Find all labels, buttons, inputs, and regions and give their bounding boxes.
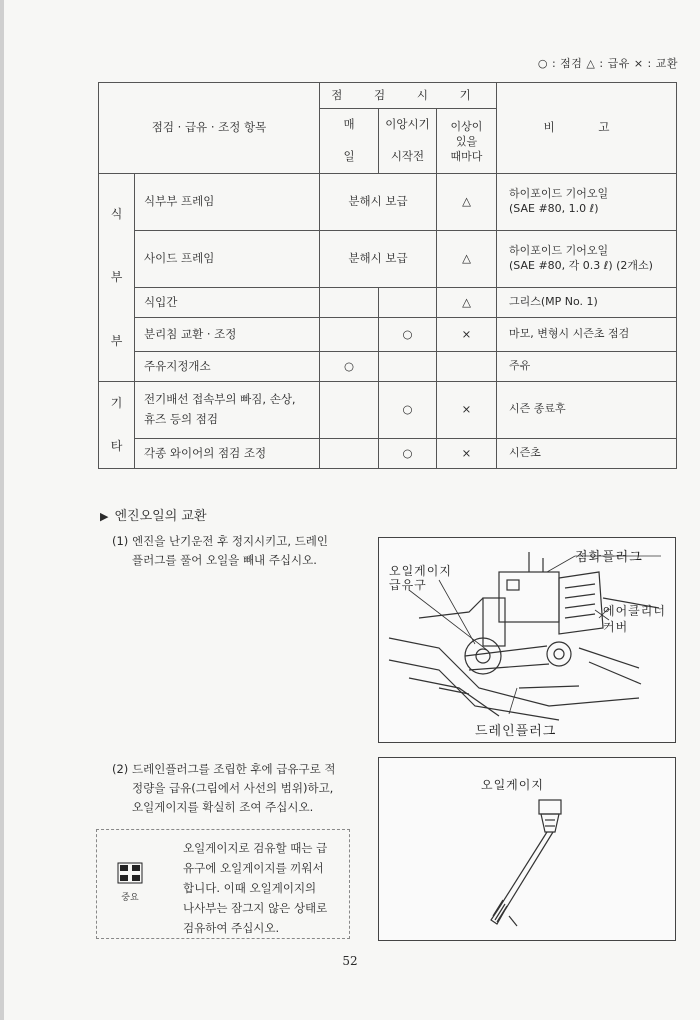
air-cleaner-cover-label: 커버: [603, 620, 629, 634]
table-row-daily: [320, 382, 379, 439]
table-row-abnormal: △: [437, 231, 497, 288]
table-row-abnormal: △: [437, 288, 497, 318]
table-row-daily: ○: [320, 352, 379, 382]
page-edge: [0, 0, 4, 1020]
header-daily: 매 일: [320, 109, 379, 174]
step-1: (1) 엔진을 난기운전 후 정지시키고, 드레인 플러그를 풀어 오일을 빼내 주십시오.: [112, 534, 329, 567]
header-abnormal: 이상이 있을 때마다: [437, 109, 497, 174]
table-row-before: ○: [379, 438, 437, 468]
table-row-abnormal: ×: [437, 318, 497, 352]
oil-filler-label: 급유구: [389, 578, 427, 592]
header-timing: 점 검 시 기: [320, 83, 497, 109]
table-row-daily: [320, 318, 379, 352]
table-row-note: 마모, 변형시 시즌초 점검: [497, 318, 677, 352]
warning-block-icon: [117, 862, 143, 884]
table-row-item: 주유지정개소: [135, 352, 320, 382]
table-row-abnormal: ×: [437, 438, 497, 468]
table-row-note: 하이포이드 기어오일 (SAE #80, 1.0 ℓ): [497, 174, 677, 231]
triangle-bullet-icon: ▶: [100, 510, 109, 523]
table-row-item: 각종 와이어의 점검 조정: [135, 438, 320, 468]
section-title: ▶ 엔진오일의 교환: [100, 509, 207, 524]
table-row-note: 주유: [497, 352, 677, 382]
table-row-item: 사이드 프레임: [135, 231, 320, 288]
table-row-daily: [320, 438, 379, 468]
header-item: 점검 · 급유 · 조정 항목: [99, 83, 320, 174]
engine-figure: [378, 537, 676, 743]
important-icon: 중요: [115, 862, 145, 903]
header-before-work: 이앙시기 시작전: [379, 109, 437, 174]
table-row-item: 식입간: [135, 288, 320, 318]
table-row-abnormal: ×: [437, 382, 497, 439]
table-row-item: 전기배선 접속부의 빠짐, 손상, 휴즈 등의 점검: [135, 382, 320, 439]
oil-gauge-title: 오일게이지: [481, 778, 544, 792]
step-2: (2) 드레인플러그를 조립한 후에 급유구로 적 정량을 급유(그림에서 사선의 범위)하고, 오일게이지를 확실히 조여 주십시오.: [112, 762, 336, 814]
table-row-daily: [320, 288, 379, 318]
table-row-before: ○: [379, 318, 437, 352]
symbol-legend: ○ : 점검 △ : 급유 × : 교환: [537, 57, 678, 70]
table-row-abnormal: [437, 352, 497, 382]
important-note-text: 오일게이지로 검유할 때는 급 유구에 오일게이지를 끼워서 합니다. 이때 오일게이지의 나사부는 잠그지 않은 상태로 검유하여 주십시오.: [183, 841, 328, 935]
table-row-note: 그리스(MP No. 1): [497, 288, 677, 318]
header-remarks: 비 고: [497, 83, 677, 174]
spark-plug-label: 점화플러그: [575, 550, 643, 565]
group-planting: 식 부 부: [99, 174, 135, 382]
drain-plug-label: 드레인플러그: [475, 724, 557, 739]
important-note: [96, 829, 350, 939]
table-row-note: 시즌 종료후: [497, 382, 677, 439]
table-row-abnormal: △: [437, 174, 497, 231]
table-row-timing: 분해시 보급: [320, 231, 437, 288]
maintenance-table: [98, 82, 677, 469]
page-number: 52: [342, 954, 358, 968]
table-row-item: 분리침 교환 · 조정: [135, 318, 320, 352]
oil-gauge-figure: [378, 757, 676, 941]
table-row-timing: 분해시 보급: [320, 174, 437, 231]
air-cleaner-label: 에어클리너: [603, 604, 666, 618]
table-row-item: 식부부 프레임: [135, 174, 320, 231]
table-row-before: [379, 352, 437, 382]
table-row-before: [379, 288, 437, 318]
oil-gauge-label: 오일게이지: [389, 564, 452, 578]
table-row-before: ○: [379, 382, 437, 439]
table-row-note: 시즌초: [497, 438, 677, 468]
group-other: 기 타: [99, 382, 135, 469]
table-row-note: 하이포이드 기어오일 (SAE #80, 각 0.3 ℓ) (2개소): [497, 231, 677, 288]
